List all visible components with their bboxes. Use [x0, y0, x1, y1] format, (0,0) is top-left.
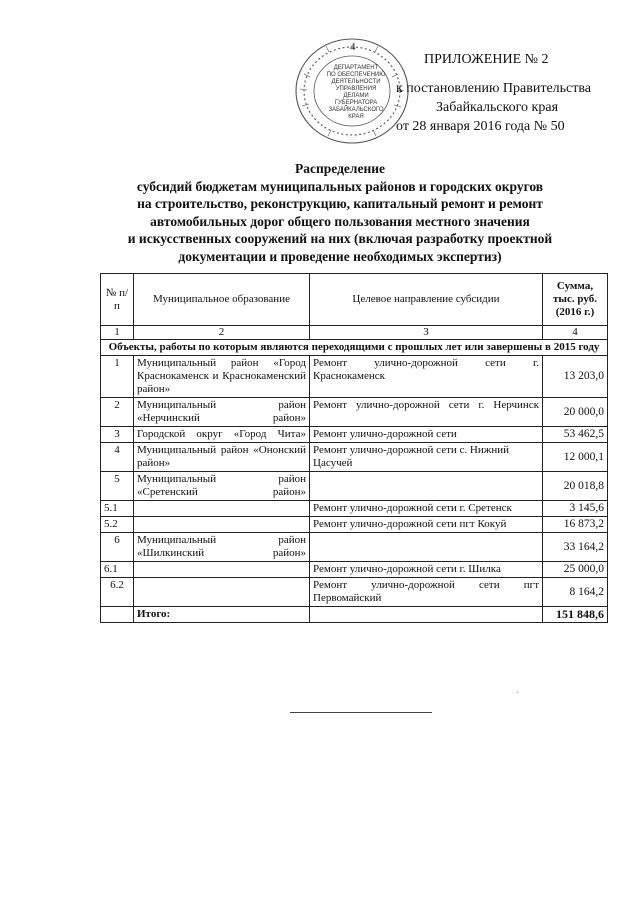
row-num: 1 — [101, 356, 134, 398]
index-cell: 1 — [101, 326, 134, 340]
scan-speck — [517, 692, 518, 693]
row-num: 6 — [101, 533, 134, 562]
header-direction: Целевое направление субсидии — [310, 274, 543, 326]
row-sum: 25 000,0 — [543, 562, 608, 578]
row-direction: Ремонт улично-дорожной сети пгт Первомайский — [310, 578, 543, 607]
title-line: субсидий бюджетам муниципальных районов и городских округов — [136, 178, 544, 194]
row-municipality: Муниципальный район «Шилкинский район» — [134, 533, 310, 562]
row-direction: Ремонт улично-дорожной сети пгт Кокуй — [310, 517, 543, 533]
row-sum: 3 145,6 — [543, 501, 608, 517]
row-sum: 20 018,8 — [543, 472, 608, 501]
total-direction — [310, 607, 543, 623]
stamp-line: ЗАБАЙКАЛЬСКОГО — [328, 107, 384, 113]
table-row — [101, 443, 608, 472]
stamp-line: КРАЯ — [348, 114, 364, 120]
header-municipality: Муниципальное образование — [134, 274, 310, 326]
document-title — [100, 160, 580, 265]
total-label: Итого: — [134, 607, 310, 623]
row-sum: 53 462,5 — [543, 427, 608, 443]
table-row — [101, 562, 608, 578]
row-num: 2 — [101, 398, 134, 427]
table-header-row — [101, 274, 608, 326]
row-num: 6.1 — [101, 562, 134, 578]
row-municipality: Городской округ «Город Чита» — [134, 427, 310, 443]
table-row — [101, 533, 608, 562]
row-direction: Ремонт улично-дорожной сети г. Шилка — [310, 562, 543, 578]
total-num — [101, 607, 134, 623]
row-municipality: Муниципальный район «Город Краснокаменск и Краснокаменский район» — [134, 356, 310, 398]
index-cell: 3 — [310, 326, 543, 340]
index-cell: 4 — [543, 326, 608, 340]
row-sum: 33 164,2 — [543, 533, 608, 562]
row-direction: Ремонт улично-дорожной сети г. Краснокаменск — [310, 356, 543, 398]
title-line: на строительство, реконструкцию, капитальный ремонт и ремонт — [137, 196, 543, 211]
row-num: 4 — [101, 443, 134, 472]
appendix-header — [380, 50, 630, 136]
appendix-line: от 28 января 2016 года № 50 — [396, 119, 565, 134]
row-direction — [310, 533, 543, 562]
table-row — [101, 517, 608, 533]
stamp-line: ДЕЛАМИ — [343, 93, 369, 99]
row-num: 5.2 — [101, 517, 134, 533]
row-municipality: Муниципальный район «Ононский район» — [134, 443, 310, 472]
appendix-line: к постановлению Правительства — [396, 81, 592, 96]
row-num: 5 — [101, 472, 134, 501]
appendix-line: Забайкальского края — [436, 100, 559, 115]
row-municipality: Муниципальный район «Сретенский район» — [134, 472, 310, 501]
header-num: № п/п — [101, 274, 134, 326]
table-row — [101, 472, 608, 501]
row-num: 6.2 — [101, 578, 134, 607]
row-direction — [310, 472, 543, 501]
row-municipality: Муниципальный район «Нерчинский район» — [134, 398, 310, 427]
stamp-line: УПРАВЛЕНИЯ — [335, 86, 377, 92]
title-line: и искусственных сооружений на них (включая разработку проектной — [127, 231, 553, 246]
table-row — [101, 427, 608, 443]
row-num: 5.1 — [101, 501, 134, 517]
row-direction: Ремонт улично-дорожной сети г. Нерчинск — [310, 398, 543, 427]
index-row — [101, 326, 608, 340]
row-municipality — [134, 578, 310, 607]
row-sum: 20 000,0 — [543, 398, 608, 427]
table-row — [101, 356, 608, 398]
closing-rule — [290, 712, 432, 713]
total-sum: 151 848,6 — [543, 607, 608, 623]
stamp-number: 4 — [350, 41, 356, 53]
subsidy-table — [100, 273, 608, 623]
row-direction: Ремонт улично-дорожной сети с. Нижний Цасучей — [310, 443, 543, 472]
title-line: автомобильных дорог общего пользования местного значения — [150, 213, 530, 229]
row-municipality — [134, 501, 310, 517]
header-sum: Сумма, тыс. руб. (2016 г.) — [543, 274, 608, 326]
stamp-line: ДЕЯТЕЛЬНОСТИ — [331, 79, 381, 85]
row-sum: 12 000,1 — [543, 443, 608, 472]
row-municipality — [134, 517, 310, 533]
table-row — [101, 578, 608, 607]
total-row — [101, 607, 608, 623]
row-direction: Ремонт улично-дорожной сети г. Сретенск — [310, 501, 543, 517]
section-title: Объекты, работы по которым являются переходящими с прошлых лет или завершены в 2015 году — [101, 340, 608, 356]
stamp-line: ПО ОБЕСПЕЧЕНИЮ — [326, 72, 386, 78]
row-sum: 13 203,0 — [543, 356, 608, 398]
section-row — [101, 340, 608, 356]
table-row — [101, 501, 608, 517]
row-sum: 16 873,2 — [543, 517, 608, 533]
appendix-label: ПРИЛОЖЕНИЕ № 2 — [424, 52, 549, 67]
table-row — [101, 398, 608, 427]
index-cell: 2 — [134, 326, 310, 340]
title-line: документации и проведение необходимых экспертиз) — [178, 248, 502, 264]
stamp-line: ГУБЕРНАТОРА — [334, 100, 378, 106]
title-line: Распределение — [294, 161, 386, 176]
row-municipality — [134, 562, 310, 578]
row-sum: 8 164,2 — [543, 578, 608, 607]
stamp-line: ДЕПАРТАМЕНТ — [333, 65, 379, 71]
row-direction: Ремонт улично-дорожной сети — [310, 427, 543, 443]
row-num: 3 — [101, 427, 134, 443]
